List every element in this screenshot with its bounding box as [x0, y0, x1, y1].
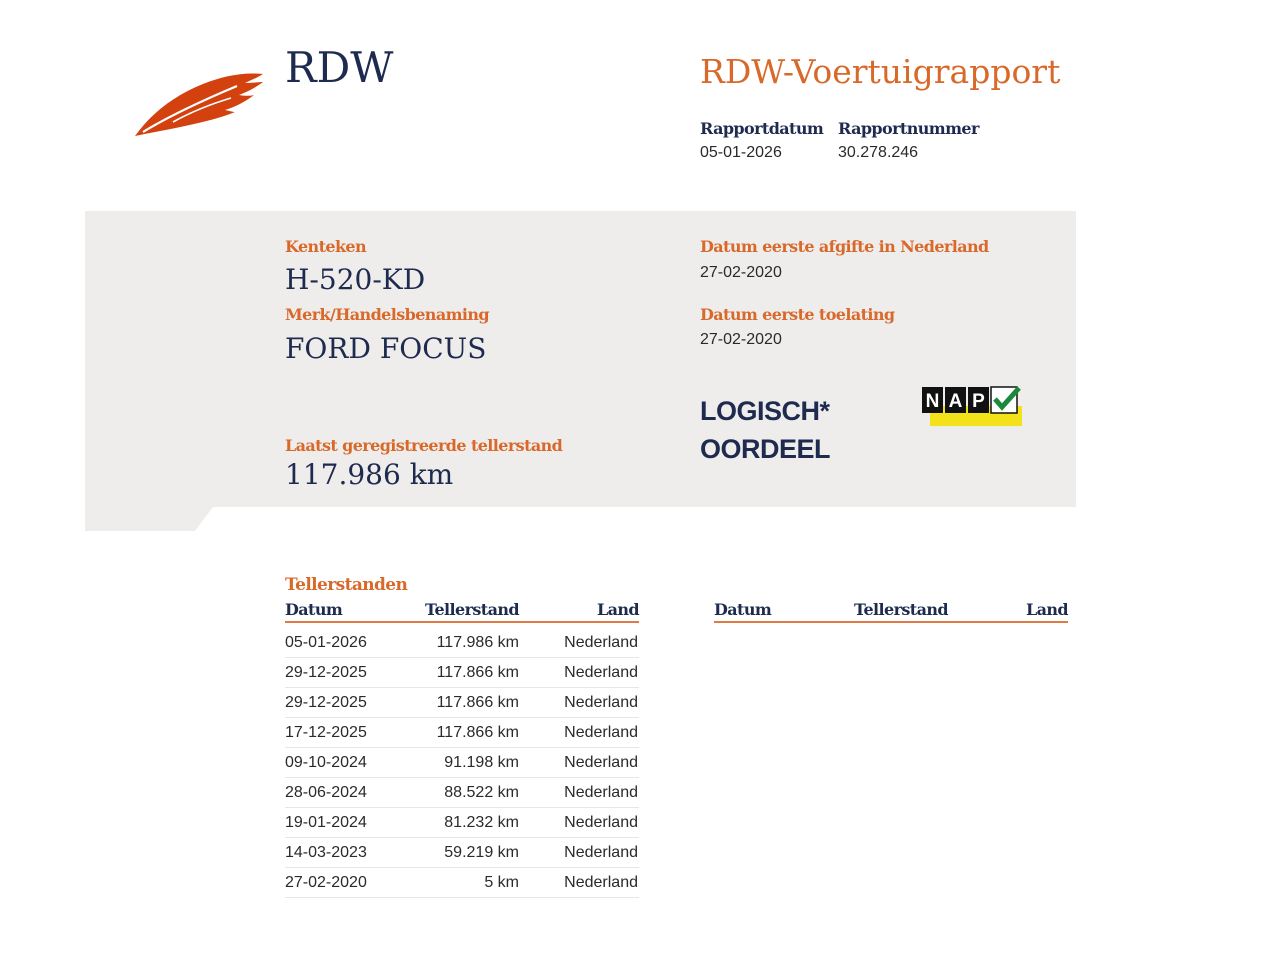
- report-number-label: Rapportnummer: [838, 119, 979, 138]
- nap-letter-p: P: [972, 391, 985, 412]
- verdict: [700, 392, 830, 468]
- table-row: [285, 688, 639, 718]
- second-column-header-date: Datum: [714, 600, 772, 619]
- row-date: 19-01-2024: [285, 814, 367, 831]
- odometer-table-body: [285, 628, 639, 898]
- vehicle-summary-panel: [85, 211, 1076, 531]
- row-date: 29-12-2025: [285, 664, 367, 681]
- row-country: Nederland: [564, 754, 638, 771]
- first-admission-date: 27-02-2020: [700, 331, 782, 348]
- row-date: 27-02-2020: [285, 874, 367, 891]
- row-date: 05-01-2026: [285, 634, 367, 651]
- make-label: Merk/Handelsbenaming: [285, 305, 490, 324]
- first-issue-label: Datum eerste afgifte in Nederland: [700, 237, 989, 256]
- column-header-country: Land: [596, 600, 639, 619]
- row-date: 29-12-2025: [285, 694, 367, 711]
- row-date: 17-12-2025: [285, 724, 367, 741]
- row-country: Nederland: [564, 664, 638, 681]
- row-date: 14-03-2023: [285, 844, 367, 861]
- table-row: [285, 808, 639, 838]
- row-odometer: 117.866 km: [436, 664, 519, 681]
- row-odometer: 117.866 km: [436, 694, 519, 711]
- rdw-wing-logo-icon: [133, 70, 265, 140]
- table-row: [285, 658, 639, 688]
- row-odometer: 91.198 km: [444, 754, 519, 771]
- row-odometer: 59.219 km: [444, 844, 519, 861]
- first-issue-date: 27-02-2020: [700, 264, 782, 281]
- table-row: [285, 748, 639, 778]
- table-row: [285, 838, 639, 868]
- nap-letter-a: A: [948, 391, 963, 412]
- plate-number: H-520-KD: [285, 263, 426, 296]
- verdict-line-1: LOGISCH*: [700, 396, 830, 426]
- table-row: [285, 628, 639, 658]
- odometer-table-title: Tellerstanden: [285, 575, 408, 595]
- row-odometer: 81.232 km: [444, 814, 519, 831]
- nap-badge-icon: [922, 386, 1022, 428]
- table-header: [285, 600, 639, 623]
- report-date-label: Rapportdatum: [700, 119, 824, 138]
- second-column-header-odometer: Tellerstand: [853, 600, 948, 619]
- row-country: Nederland: [564, 724, 638, 741]
- second-table-header: [714, 600, 1068, 623]
- make-name: FORD FOCUS: [285, 332, 487, 365]
- report-date: 05-01-2026: [700, 144, 782, 161]
- row-country: Nederland: [564, 634, 638, 651]
- row-odometer: 5 km: [484, 874, 519, 891]
- column-header-date: Datum: [285, 600, 343, 619]
- report-title: RDW-Voertuigrapport: [700, 52, 1061, 91]
- row-date: 28-06-2024: [285, 784, 367, 801]
- row-country: Nederland: [564, 874, 638, 891]
- row-date: 09-10-2024: [285, 754, 367, 771]
- table-row: [285, 718, 639, 748]
- row-country: Nederland: [564, 814, 638, 831]
- table-row: [285, 868, 639, 898]
- second-column-header-country: Land: [1025, 600, 1068, 619]
- row-country: Nederland: [564, 844, 638, 861]
- column-header-odometer: Tellerstand: [424, 600, 519, 619]
- first-admission-label: Datum eerste toelating: [700, 305, 895, 324]
- row-odometer: 117.866 km: [436, 724, 519, 741]
- brand-name: RDW: [285, 43, 394, 92]
- nap-letter-n: N: [925, 391, 940, 412]
- odometer-value: 117.986 km: [285, 458, 454, 491]
- verdict-line-2: OORDEEL: [700, 434, 831, 464]
- row-country: Nederland: [564, 784, 638, 801]
- report-number: 30.278.246: [838, 144, 919, 161]
- row-country: Nederland: [564, 694, 638, 711]
- table-row: [285, 778, 639, 808]
- plate-label: Kenteken: [285, 237, 367, 256]
- row-odometer: 117.986 km: [436, 634, 519, 651]
- row-odometer: 88.522 km: [444, 784, 519, 801]
- odometer-label: Laatst geregistreerde tellerstand: [285, 436, 563, 455]
